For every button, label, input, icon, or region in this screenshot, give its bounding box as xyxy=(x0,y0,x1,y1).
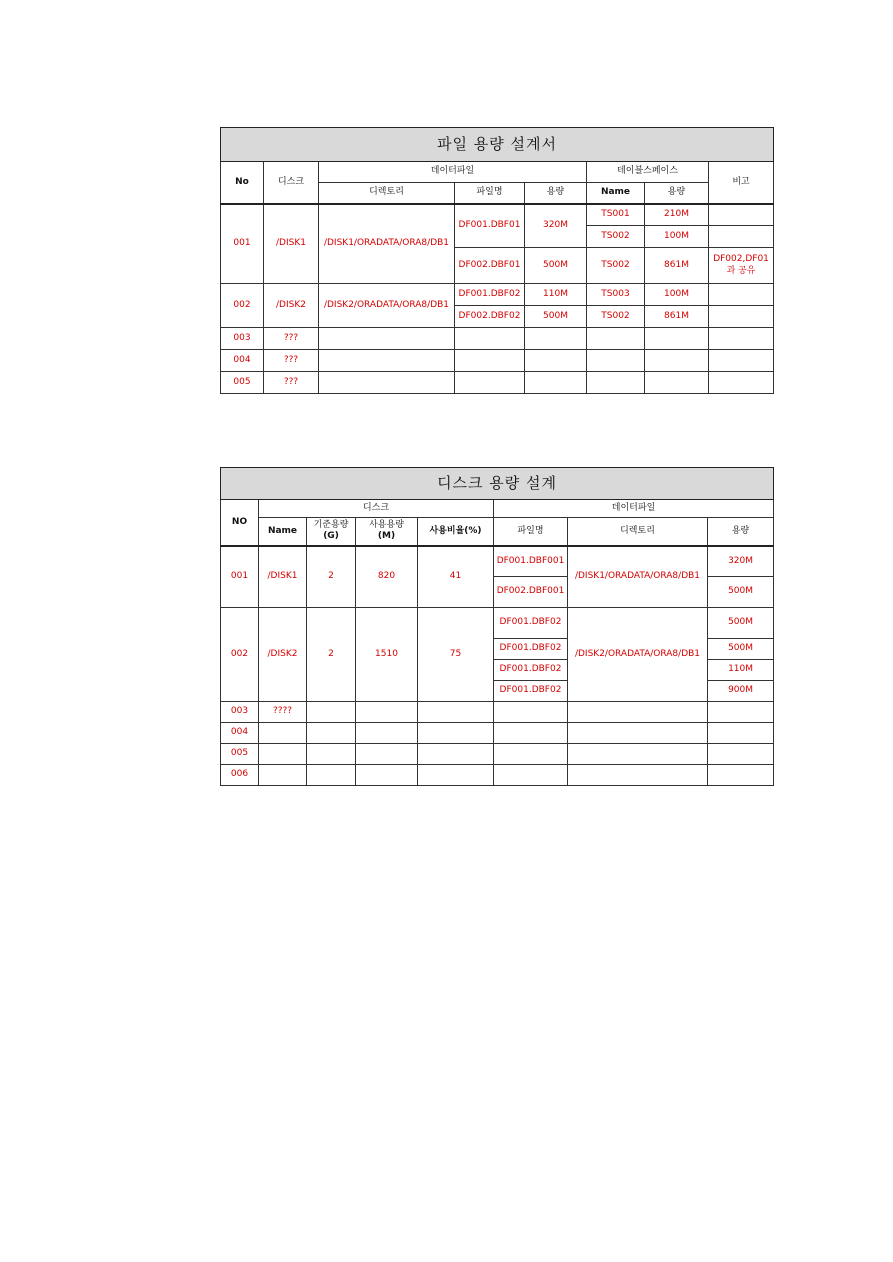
row-no: 006 xyxy=(221,765,259,786)
header-filename: 파일명 xyxy=(455,183,525,204)
table-row xyxy=(221,328,774,350)
header-capacity: 용량 xyxy=(708,518,774,546)
row-ts-name: TS002 xyxy=(587,226,645,248)
header-directory: 디렉토리 xyxy=(568,518,708,546)
row-filename: DF001.DBF02 xyxy=(494,660,568,681)
row-capacity: 110M xyxy=(708,660,774,681)
header-name: Name xyxy=(259,518,307,546)
row-base-capacity: 2 xyxy=(307,546,356,608)
row-capacity: 500M xyxy=(525,306,587,328)
row-filename: DF001.DBF01 xyxy=(455,204,525,248)
row-name: ???? xyxy=(259,702,307,723)
table-row xyxy=(221,744,774,765)
row-name: /DISK1 xyxy=(259,546,307,608)
row-remark xyxy=(709,284,774,306)
row-used-capacity: 820 xyxy=(356,546,418,608)
row-remark xyxy=(709,204,774,226)
table-title: 디스크 용량 설계 xyxy=(221,468,774,500)
row-usage-percent: 75 xyxy=(418,608,494,702)
row-no: 002 xyxy=(221,608,259,702)
row-disk: ??? xyxy=(264,372,319,394)
table-row xyxy=(221,204,774,226)
row-ts-capacity: 100M xyxy=(645,226,709,248)
file-capacity-design-table xyxy=(220,127,774,394)
header-tablespace: 테이블스페이스 xyxy=(587,162,709,183)
row-ts-name: TS002 xyxy=(587,248,645,284)
row-disk: /DISK2 xyxy=(264,284,319,328)
row-no: 004 xyxy=(221,723,259,744)
row-capacity: 500M xyxy=(708,577,774,608)
disk-capacity-design-table xyxy=(220,467,774,786)
row-ts-name: TS001 xyxy=(587,204,645,226)
header-ts-capacity: 용량 xyxy=(645,183,709,204)
row-directory: /DISK1/ORADATA/ORA8/DB1 xyxy=(319,204,455,284)
row-directory: /DISK1/ORADATA/ORA8/DB1 xyxy=(568,546,708,608)
row-ts-name: TS002 xyxy=(587,306,645,328)
row-disk: /DISK1 xyxy=(264,204,319,284)
row-directory: /DISK2/ORADATA/ORA8/DB1 xyxy=(319,284,455,328)
table-row xyxy=(221,284,774,306)
row-usage-percent: 41 xyxy=(418,546,494,608)
header-usage-percent: 사용비율(%) xyxy=(418,518,494,546)
table-title: 파일 용량 설계서 xyxy=(221,128,774,162)
row-filename: DF001.DBF02 xyxy=(494,681,568,702)
row-disk: ??? xyxy=(264,328,319,350)
header-disk: 디스크 xyxy=(259,500,494,518)
row-used-capacity: 1510 xyxy=(356,608,418,702)
row-base-capacity: 2 xyxy=(307,608,356,702)
row-filename: DF001.DBF02 xyxy=(494,608,568,639)
header-used-capacity: 사용용량 (M) xyxy=(356,518,418,546)
row-ts-capacity: 861M xyxy=(645,248,709,284)
row-capacity: 500M xyxy=(708,608,774,639)
row-ts-name: TS003 xyxy=(587,284,645,306)
row-no: 004 xyxy=(221,350,264,372)
header-no: No xyxy=(221,162,264,204)
header-datafile: 데이터파일 xyxy=(494,500,774,518)
table-row xyxy=(221,702,774,723)
row-name: /DISK2 xyxy=(259,608,307,702)
row-disk: ??? xyxy=(264,350,319,372)
row-remark: DF002,DF01 과 공유 xyxy=(709,248,774,284)
row-capacity: 500M xyxy=(708,639,774,660)
table-row xyxy=(221,372,774,394)
row-filename: DF002.DBF01 xyxy=(455,248,525,284)
row-ts-capacity: 100M xyxy=(645,284,709,306)
row-no: 003 xyxy=(221,328,264,350)
row-remark xyxy=(709,226,774,248)
table-row xyxy=(221,723,774,744)
table-row xyxy=(221,546,774,577)
row-filename: DF001.DBF02 xyxy=(455,284,525,306)
row-capacity: 900M xyxy=(708,681,774,702)
table-row xyxy=(221,765,774,786)
row-no: 003 xyxy=(221,702,259,723)
row-no: 002 xyxy=(221,284,264,328)
row-ts-capacity: 861M xyxy=(645,306,709,328)
header-capacity: 용량 xyxy=(525,183,587,204)
row-no: 001 xyxy=(221,204,264,284)
header-datafile: 데이터파일 xyxy=(319,162,587,183)
row-capacity: 320M xyxy=(525,204,587,248)
header-disk: 디스크 xyxy=(264,162,319,204)
row-capacity: 500M xyxy=(525,248,587,284)
row-ts-capacity: 210M xyxy=(645,204,709,226)
header-no: NO xyxy=(221,500,259,546)
row-no: 005 xyxy=(221,372,264,394)
row-directory: /DISK2/ORADATA/ORA8/DB1 xyxy=(568,608,708,702)
row-no: 005 xyxy=(221,744,259,765)
row-capacity: 320M xyxy=(708,546,774,577)
row-filename: DF001.DBF001 xyxy=(494,546,568,577)
row-filename: DF001.DBF02 xyxy=(494,639,568,660)
header-base-capacity: 기준용량 (G) xyxy=(307,518,356,546)
table-row xyxy=(221,608,774,639)
row-no: 001 xyxy=(221,546,259,608)
header-filename: 파일명 xyxy=(494,518,568,546)
row-filename: DF002.DBF001 xyxy=(494,577,568,608)
table-row xyxy=(221,350,774,372)
header-ts-name: Name xyxy=(587,183,645,204)
row-capacity: 110M xyxy=(525,284,587,306)
row-filename: DF002.DBF02 xyxy=(455,306,525,328)
row-remark xyxy=(709,306,774,328)
header-remark: 비고 xyxy=(709,162,774,204)
header-directory: 디렉토리 xyxy=(319,183,455,204)
